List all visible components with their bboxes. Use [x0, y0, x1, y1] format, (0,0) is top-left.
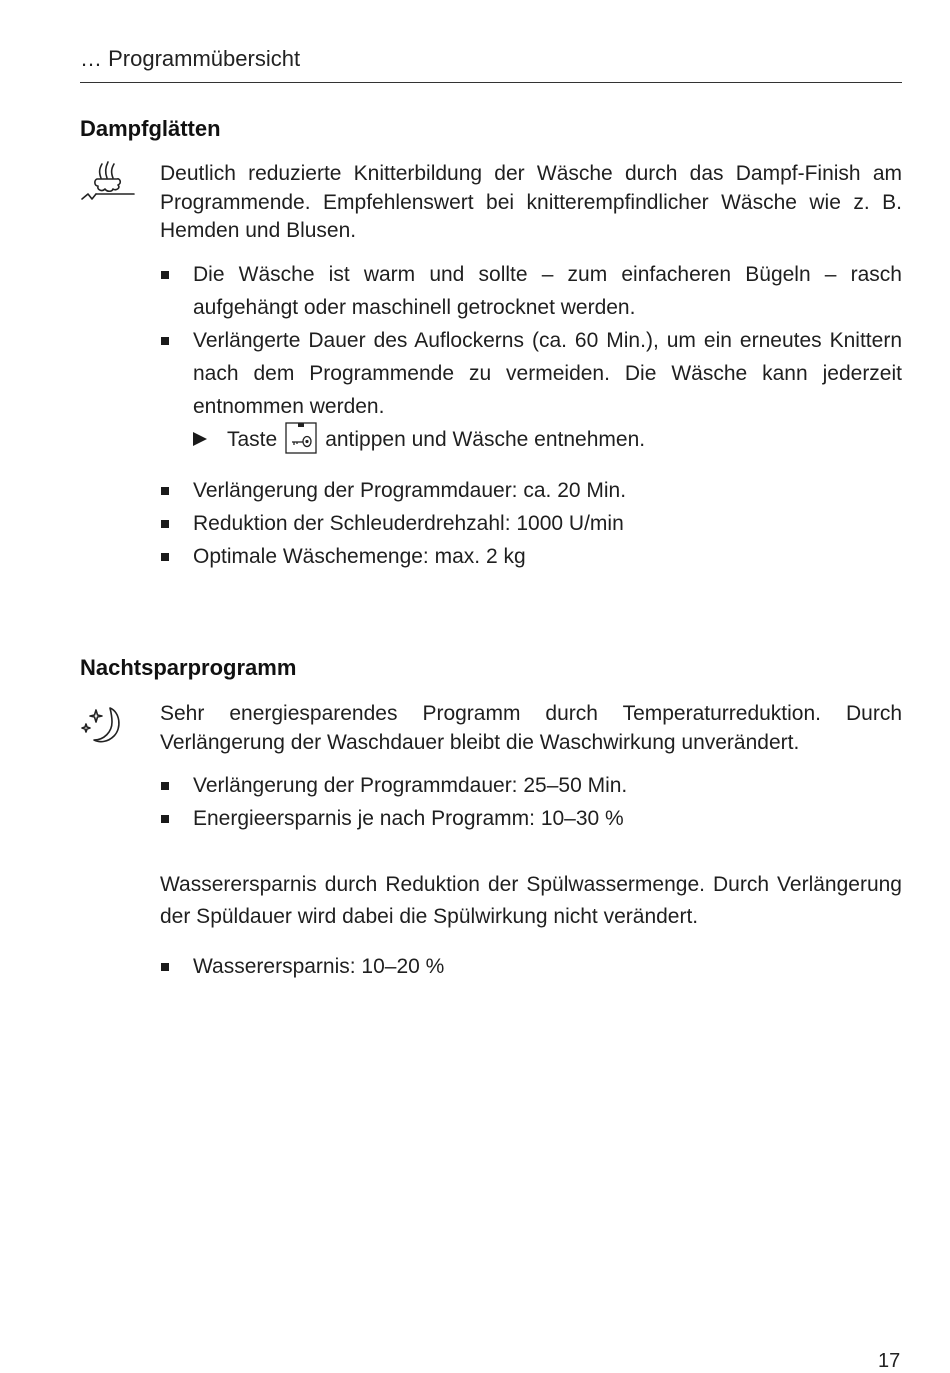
step-text-after: antippen und Wäsche entnehmen.: [325, 427, 646, 451]
header-rule: [80, 82, 902, 83]
arrow-icon: [193, 432, 207, 446]
section-body-nachtsparprogramm: [160, 700, 902, 983]
bullet-list: [160, 769, 902, 835]
section-intro: Sehr energiesparendes Programm durch Temperaturreduktion. Durch Verlängerung der Waschdauer bleibt die Waschwirkung unverändert.: [160, 702, 902, 754]
running-header: … Programmübersicht: [80, 46, 301, 71]
list-item: Verlängerte Dauer des Auflockerns (ca. 60 Min.), um ein erneutes Knittern nach dem Programmende zu vermeiden. Die Wäsche kann jederzeit entnommen werden.: [160, 324, 902, 423]
list-item: Reduktion der Schleuderdrehzahl: 1000 U/min: [160, 507, 902, 540]
step-text-before: Taste: [227, 427, 278, 451]
list-item: Energieersparnis je nach Programm: 10–30 %: [160, 802, 902, 835]
bullet-list: [160, 258, 902, 423]
door-key-button-icon: [285, 422, 317, 454]
section-title-dampfglaetten: Dampfglätten: [80, 116, 221, 141]
list-item: Die Wäsche ist warm und sollte – zum einfacheren Bügeln – rasch aufgehängt oder maschinell getrocknet werden.: [160, 258, 902, 324]
list-item: Verlängerung der Programmdauer: 25–50 Min.: [160, 769, 902, 802]
list-item: Wasserersparnis: 10–20 %: [160, 950, 902, 983]
section-intro: Deutlich reduzierte Knitterbildung der Wäsche durch das Dampf-Finish am Programmende. Empfehlenswert bei knitterempfindlicher Wäsche wie z. B. Hemden und Blusen.: [160, 162, 902, 242]
moon-stars-icon: [80, 704, 128, 753]
section-body-dampfglaetten: [160, 160, 902, 573]
steam-smoothing-icon: [80, 158, 136, 213]
instruction-step: [160, 423, 902, 459]
list-item: Optimale Wäschemenge: max. 2 kg: [160, 540, 902, 573]
bullet-list: [160, 950, 902, 983]
page-number: 17: [878, 1350, 901, 1372]
section-paragraph: Wasserersparnis durch Reduktion der Spülwassermenge. Durch Verlängerung der Spüldauer wird dabei die Spülwirkung nicht verändert.: [160, 873, 902, 928]
bullet-list: [160, 474, 902, 573]
section-title-nachtsparprogramm: Nachtsparprogramm: [80, 655, 297, 680]
list-item: Verlängerung der Programmdauer: ca. 20 Min.: [160, 474, 902, 507]
